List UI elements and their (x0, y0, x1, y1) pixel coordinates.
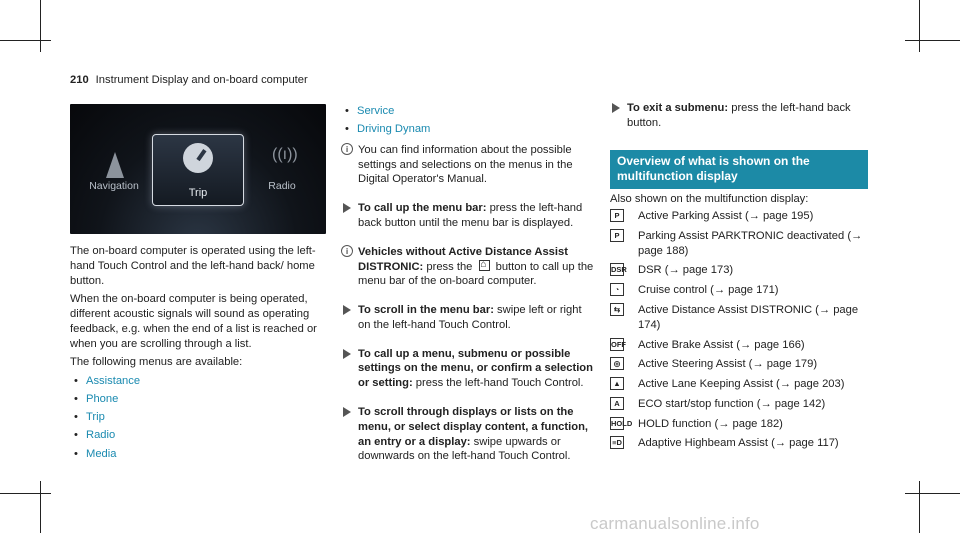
symbol-row (610, 283, 868, 298)
section-intro: Also shown on the multifunction display: (610, 193, 809, 206)
menu-link[interactable]: • Service (341, 104, 597, 119)
instruction-step (610, 101, 868, 131)
page-header (70, 73, 308, 88)
info-heading: Vehicles without Active Distance Assist DISTRONIC: (358, 245, 568, 273)
menu-list (341, 104, 597, 137)
symbol-row (610, 377, 868, 392)
arrow-icon (612, 103, 620, 113)
menu-link[interactable]: • Driving Dynam (341, 122, 597, 137)
home-icon (479, 260, 490, 271)
instruction-step (341, 347, 597, 391)
arrow-icon (343, 407, 351, 417)
menu-tile-navigation (74, 104, 154, 234)
menu-link[interactable]: • Radio (70, 428, 326, 443)
symbol-row (610, 303, 868, 333)
arrow-icon (343, 349, 351, 359)
crop-mark (919, 0, 920, 52)
step-heading: To scroll in the menu bar: (358, 304, 494, 317)
paragraph: When the on-board computer is being operated, different acoustic signals will sound as operating feedback, e.g. when the end of a list is reached or when you are scrolling through a list. (70, 293, 317, 350)
step-heading: To call up a menu, submenu or possible settings on the menu, or confirm a selection or setting: (358, 347, 593, 390)
symbol-row (610, 436, 868, 451)
menu-tile-radio (242, 104, 322, 234)
crop-mark (40, 0, 41, 52)
symbol-row (610, 263, 868, 278)
menu-list (70, 374, 326, 461)
cruise-control-icon: ◔ (610, 283, 624, 296)
step-heading: To scroll through displays or lists on the menu, or select display content, a function, an entry or a display: (358, 406, 589, 448)
instruction-step (341, 405, 597, 464)
step-text: press the left-hand back button until the menu bar is displayed. (358, 202, 583, 229)
crop-mark (40, 481, 41, 533)
eco-start-stop-icon: A (610, 397, 624, 410)
symbol-desc: Parking Assist PARKTRONIC deactivated (→ page 188) (638, 229, 863, 257)
brake-assist-off-icon: OFF (611, 339, 626, 349)
gauge-icon (183, 143, 213, 173)
menu-link[interactable]: • Phone (70, 392, 326, 407)
section-heading: Overview of what is shown on the multifunction display (610, 150, 868, 190)
crop-mark (905, 493, 960, 494)
navigation-icon (106, 152, 124, 178)
step-text: swipe left or right on the left-hand Touch Control. (358, 304, 582, 331)
info-text: press the (423, 260, 476, 273)
highbeam-icon: ≡D (610, 436, 624, 449)
step-heading: To call up the menu bar: (358, 202, 487, 215)
symbol-desc: DSR (→ page 173) (638, 264, 734, 277)
display-screenshot (70, 104, 326, 234)
page-number: 210 (70, 74, 89, 86)
info-text: You can find information about the possible settings and selections on the menus in the Digital Operator's Manual. (358, 143, 573, 186)
info-icon: i (341, 143, 353, 155)
tile-label: Trip (188, 187, 208, 200)
lane-keeping-icon: ▲ (610, 377, 624, 390)
hold-icon: HOLD (611, 418, 633, 428)
watermark: carmanualsonline.info (590, 514, 760, 533)
dsr-icon: DSR (611, 265, 627, 275)
instruction-step (341, 303, 597, 333)
symbol-row (610, 338, 868, 353)
info-icon: i (341, 245, 353, 257)
symbol-desc: Active Brake Assist (→ page 166) (638, 338, 805, 351)
symbol-desc: HOLD function (→ page 182) (638, 417, 783, 430)
column-middle (341, 101, 597, 478)
column-left (70, 104, 326, 465)
symbol-row (610, 209, 868, 224)
tile-label: Radio (268, 180, 296, 193)
crop-mark (919, 481, 920, 533)
symbol-desc: Cruise control (→ page 171) (638, 284, 779, 297)
steering-wheel-icon: ◎ (610, 357, 624, 370)
section-title: Instrument Display and on-board computer (95, 74, 308, 86)
menu-link[interactable]: • Assistance (70, 374, 326, 389)
antenna-icon: ((ı)) (272, 146, 298, 163)
step-text: press the left-hand Touch Control. (412, 377, 584, 390)
symbol-desc: Adaptive Highbeam Assist (→ page 117) (638, 437, 839, 450)
parktronic-off-icon: P (610, 229, 624, 242)
instruction-step (341, 201, 597, 231)
arrow-icon (343, 203, 351, 213)
crop-mark (905, 40, 960, 41)
symbol-row (610, 229, 868, 259)
info-note (341, 143, 597, 187)
symbol-desc: Active Steering Assist (→ page 179) (638, 358, 818, 371)
menu-tile-trip (152, 134, 244, 206)
step-text: press the left-hand back button. (627, 102, 851, 129)
symbol-desc: Active Parking Assist (→ page 195) (638, 210, 814, 223)
symbol-row (610, 357, 868, 372)
parking-icon: P (610, 209, 624, 222)
info-note (341, 245, 597, 289)
symbol-desc: Active Lane Keeping Assist (→ page 203) (638, 378, 845, 391)
crop-mark (0, 493, 51, 494)
paragraph: The following menus are available: (70, 356, 243, 369)
step-heading: To exit a submenu: (627, 102, 729, 114)
arrow-icon (343, 305, 351, 315)
column-right (610, 101, 868, 456)
tile-label: Navigation (89, 180, 139, 193)
symbol-row (610, 397, 868, 412)
menu-link[interactable]: • Media (70, 447, 326, 462)
crop-mark (0, 40, 51, 41)
symbol-desc: ECO start/stop function (→ page 142) (638, 397, 826, 410)
distronic-icon: ⇆ (610, 303, 624, 316)
symbol-row (610, 417, 868, 432)
paragraph: The on-board computer is operated using the left-hand Touch Control and the left-hand back/ home button. (70, 245, 316, 287)
step-text: swipe upwards or downwards on the left-hand Touch Control. (358, 435, 571, 463)
info-text: button to call up the menu bar of the on-board computer. (358, 260, 594, 288)
menu-link[interactable]: • Trip (70, 410, 326, 425)
symbol-desc: Active Distance Assist DISTRONIC (→ page 174) (638, 303, 859, 331)
